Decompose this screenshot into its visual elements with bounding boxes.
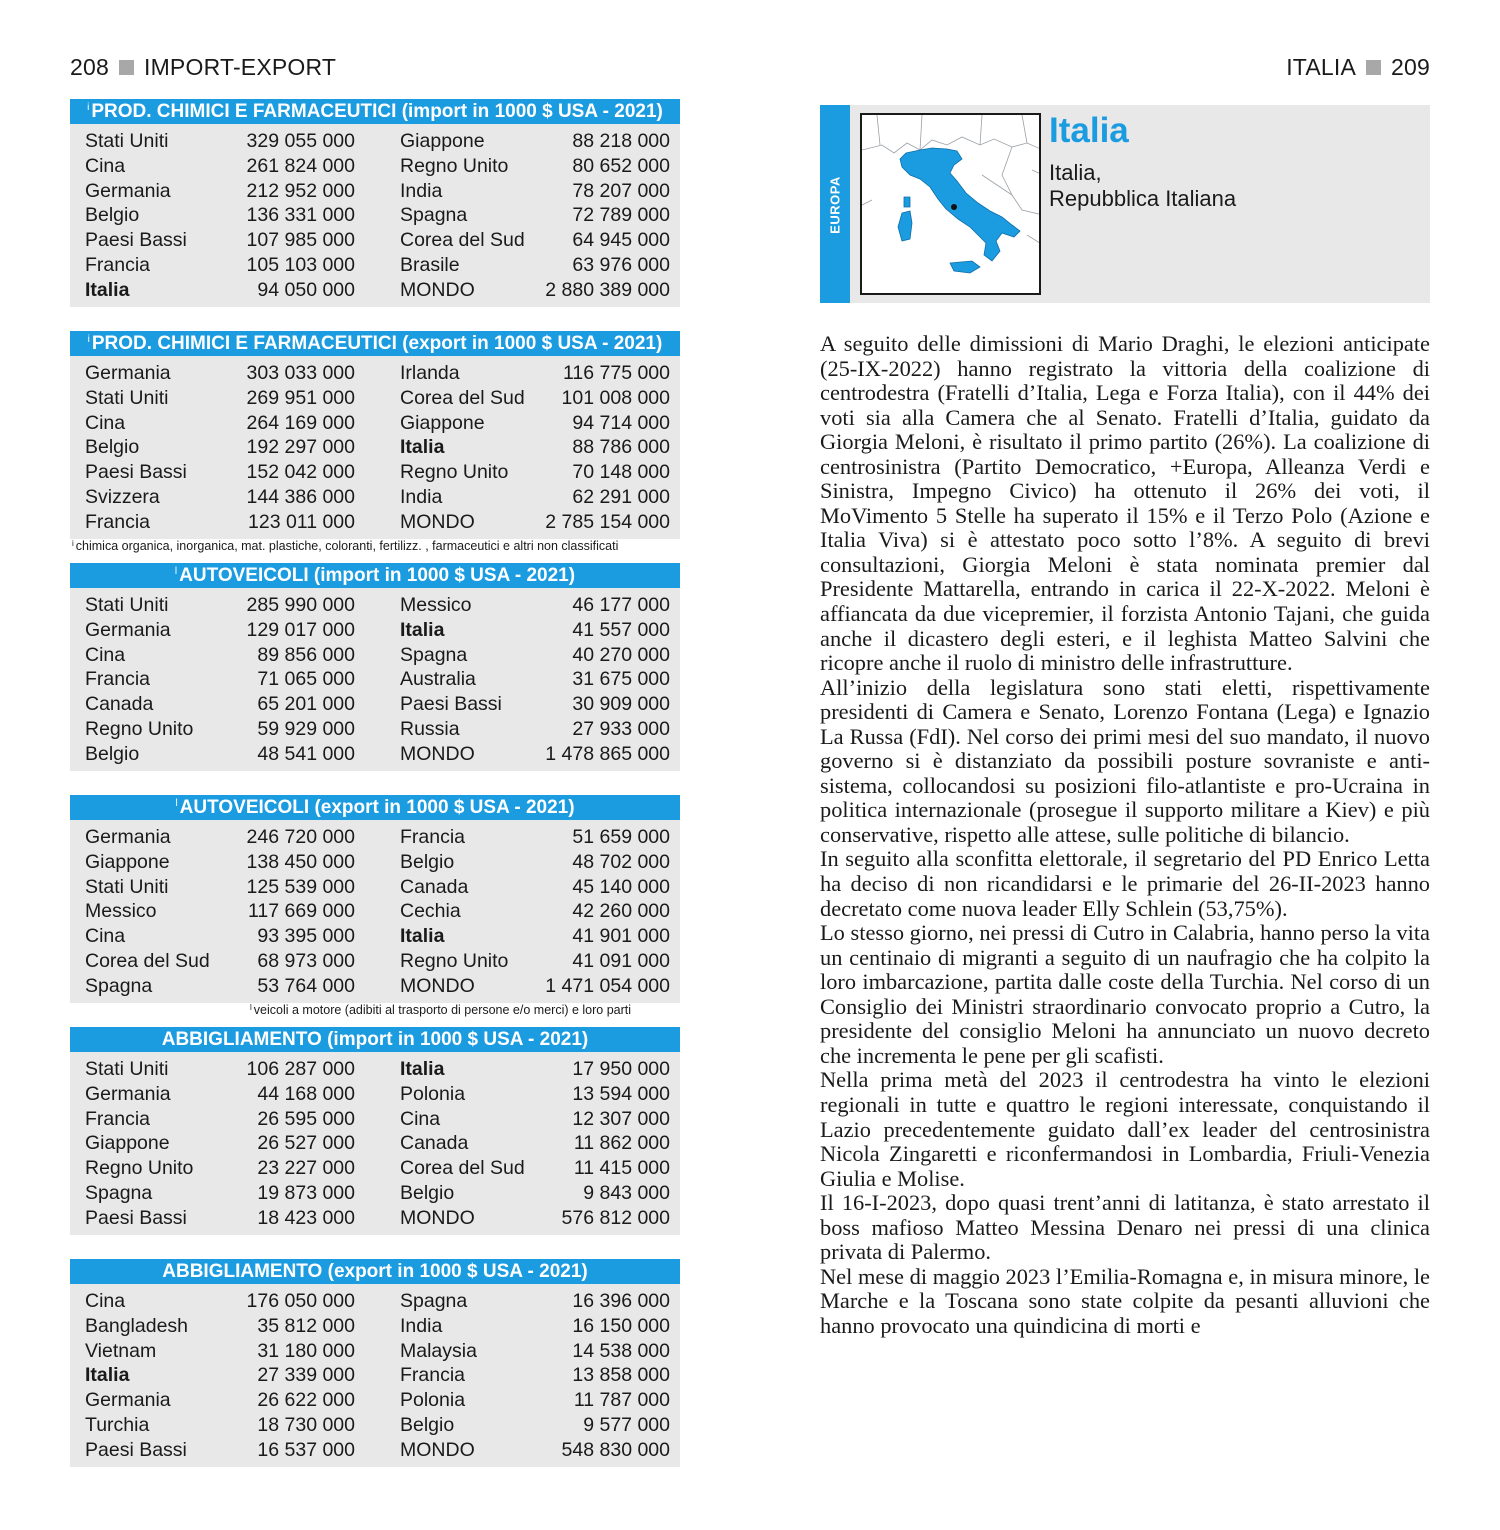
table-row: [85, 1339, 670, 1364]
country-cell: Corea del Sud: [400, 386, 525, 409]
country-cell: Francia: [400, 1364, 466, 1387]
value-cell: 212 952 000: [246, 179, 355, 202]
value-cell: 94 050 000: [257, 278, 355, 301]
continent-label: EUROPA: [827, 176, 843, 234]
country-cell: Germania: [85, 1389, 171, 1412]
square-icon: [1366, 60, 1381, 75]
table-title: $^l$ AUTOVEICOLI (import in 1000 $ USA - 2021): [70, 563, 680, 588]
country-cell: Belgio: [85, 204, 140, 227]
country-full-name: Italia, Repubblica Italiana: [1049, 160, 1237, 211]
country-cell: Messico: [400, 594, 472, 616]
value-cell: 42 260 000: [572, 900, 670, 923]
value-cell: 105 103 000: [246, 253, 355, 276]
country-cell: Francia: [85, 510, 151, 533]
page-number: 208: [70, 54, 109, 80]
value-cell: 45 140 000: [572, 875, 670, 898]
section-title: IMPORT-EXPORT: [143, 54, 337, 80]
table-clothing-export: [70, 1259, 680, 1467]
country-cell: Regno Unito: [400, 154, 509, 177]
value-cell: 285 990 000: [246, 594, 355, 616]
value-cell: 261 824 000: [246, 154, 355, 177]
table-row: [85, 875, 670, 900]
value-cell: 1 471 054 000: [545, 974, 670, 997]
value-cell: 11 415 000: [573, 1157, 670, 1180]
footnote: $^i$ chimica organica, inorganica, mat. plastiche, coloranti, fertilizz. , farmaceutici e altri non classificati: [72, 539, 619, 553]
table-clothing-import: [70, 1027, 680, 1235]
page-header-right: [1286, 54, 1430, 81]
country-cell: Regno Unito: [85, 1157, 194, 1180]
table-row: [85, 129, 670, 154]
value-cell: 11 787 000: [573, 1389, 670, 1412]
country-cell: Germania: [85, 179, 171, 202]
country-map: [860, 113, 1041, 295]
country-cell: MONDO: [400, 1206, 475, 1229]
value-cell: 14 538 000: [572, 1339, 670, 1362]
value-cell: 576 812 000: [561, 1206, 670, 1229]
value-cell: 65 201 000: [257, 693, 355, 716]
value-cell: 59 929 000: [257, 717, 355, 740]
value-cell: 26 527 000: [257, 1132, 355, 1155]
value-cell: 62 291 000: [572, 485, 670, 508]
value-cell: 51 659 000: [572, 826, 670, 848]
country-cell: Spagna: [400, 204, 468, 227]
table-row: [85, 435, 670, 460]
country-cell: Regno Unito: [400, 949, 509, 972]
country-cell: Corea del Sud: [85, 949, 210, 972]
table-row: [85, 593, 670, 618]
country-cell: Brasile: [400, 253, 460, 276]
value-cell: 16 537 000: [257, 1438, 355, 1461]
value-cell: 2 880 389 000: [545, 278, 670, 301]
country-cell: Giappone: [400, 130, 485, 152]
value-cell: 27 933 000: [572, 717, 670, 740]
country-cell: Stati Uniti: [85, 130, 169, 152]
value-cell: 93 395 000: [257, 925, 355, 948]
value-cell: 548 830 000: [561, 1438, 670, 1461]
country-cell: Polonia: [400, 1389, 466, 1412]
country-cell: Stati Uniti: [85, 875, 169, 898]
table-row: [85, 1181, 670, 1206]
table-row: [85, 386, 670, 411]
country-name: Italia: [1049, 111, 1129, 150]
value-cell: 11 862 000: [573, 1132, 670, 1155]
country-cell: Germania: [85, 618, 171, 641]
value-cell: 46 177 000: [572, 594, 670, 616]
table-row: [85, 850, 670, 875]
table-row: [85, 924, 670, 949]
country-cell: Cechia: [400, 900, 461, 923]
value-cell: 71 065 000: [257, 668, 355, 691]
country-cell: India: [400, 485, 443, 508]
country-cell: Belgio: [400, 1413, 455, 1436]
value-cell: 125 539 000: [246, 875, 355, 898]
continent-strip: [820, 105, 850, 303]
value-cell: 88 786 000: [572, 436, 670, 459]
article-paragraph: Il 16-I-2023, dopo quasi trent’anni di latitanza, è stato arrestato il boss mafioso Matteo Messina Denaro nei pressi di una clinica privata di Palermo.: [820, 1190, 1430, 1265]
value-cell: 89 856 000: [257, 643, 355, 666]
country-cell: Russia: [400, 717, 460, 740]
country-cell: Giappone: [85, 850, 170, 873]
country-cell: Paesi Bassi: [85, 461, 187, 484]
country-cell: Stati Uniti: [85, 594, 169, 616]
country-cell: Spagna: [85, 1181, 153, 1204]
value-cell: 264 169 000: [246, 411, 355, 434]
value-cell: 72 789 000: [572, 204, 670, 227]
table-title: ABBIGLIAMENTO (import in 1000 $ USA - 2021): [70, 1027, 680, 1052]
value-cell: 107 985 000: [246, 229, 355, 252]
value-cell: 88 218 000: [572, 130, 670, 152]
country-box: [820, 105, 1430, 303]
value-cell: 44 168 000: [257, 1082, 355, 1105]
country-cell: MONDO: [400, 974, 475, 997]
value-cell: 48 541 000: [257, 742, 355, 765]
country-cell: Turchia: [85, 1413, 150, 1436]
table-row: [85, 253, 670, 278]
table-row: [85, 1388, 670, 1413]
table-row: [85, 154, 670, 179]
country-cell: Italia: [400, 925, 445, 948]
page-header-left: [70, 54, 336, 81]
country-cell: Australia: [400, 668, 476, 691]
value-cell: 17 950 000: [572, 1058, 670, 1080]
table-row: [85, 485, 670, 510]
value-cell: 48 702 000: [572, 850, 670, 873]
table-row: [85, 1314, 670, 1339]
italy-map-icon: [862, 115, 1041, 295]
table-row: [85, 899, 670, 924]
country-cell: Italia: [400, 436, 445, 459]
country-cell: Bangladesh: [85, 1314, 189, 1337]
value-cell: 23 227 000: [257, 1157, 355, 1180]
value-cell: 94 714 000: [572, 411, 670, 434]
country-cell: Polonia: [400, 1082, 466, 1105]
country-cell: Spagna: [85, 974, 153, 997]
country-cell: Irlanda: [400, 362, 460, 384]
article-paragraph: All’inizio della legislatura sono stati eletti, rispettivamente presidenti di Camera e Senato, Lorenzo Fontana (Lega) e Ignazio La Russa (FdI). Nel corso dei primi mesi del suo mandato, il nuovo governo si è distanziato da possibili posture sovraniste e anti-sistema, collocandosi su posizioni filo-atlantiste e pro-Ucraina in politica internazionale (prosegue il supporto militare a Kiev) e più conservative, rispetto alle attese, sulle politiche di bilancio.: [820, 674, 1430, 847]
table-row: [85, 974, 670, 999]
value-cell: 27 339 000: [257, 1364, 355, 1387]
country-cell: Cina: [85, 925, 126, 948]
value-cell: 136 331 000: [246, 204, 355, 227]
table-row: [85, 1438, 670, 1463]
country-cell: Cina: [85, 1290, 126, 1312]
table-row: [85, 949, 670, 974]
table-row: [85, 667, 670, 692]
country-cell: MONDO: [400, 1438, 475, 1461]
value-cell: 9 843 000: [583, 1181, 670, 1204]
square-icon: [119, 60, 134, 75]
value-cell: 138 450 000: [246, 850, 355, 873]
table-row: [85, 1289, 670, 1314]
value-cell: 18 730 000: [257, 1413, 355, 1436]
country-cell: Belgio: [400, 1181, 455, 1204]
value-cell: 80 652 000: [572, 154, 670, 177]
article-paragraph: Nella prima metà del 2023 il centrodestra ha vinto le elezioni regionali in tutte e quattro le regioni interessate, conquistando il Lazio precedentemente guidato dall’ex leader del centrosinistra Nicola Zingaretti e riconfermandosi in Lombardia, Friuli-Venezia Giulia e Molise.: [820, 1067, 1430, 1191]
value-cell: 63 976 000: [572, 253, 670, 276]
article-paragraph: In seguito alla sconfitta elettorale, il segretario del PD Enrico Letta ha deciso di non ricandidarsi e le primarie del 26-II-2023 hanno decretato come nuova leader Elly Schlein (53,75%).: [820, 846, 1430, 921]
value-cell: 2 785 154 000: [545, 510, 670, 533]
country-cell: Canada: [85, 693, 154, 716]
value-cell: 13 594 000: [572, 1082, 670, 1105]
country-cell: Malaysia: [400, 1339, 477, 1362]
country-cell: Paesi Bassi: [85, 1438, 187, 1461]
country-cell: MONDO: [400, 278, 475, 301]
country-cell: Italia: [85, 1364, 130, 1387]
article-text: [820, 332, 1430, 1338]
country-cell: Svizzera: [85, 485, 160, 508]
table-row: [85, 1107, 670, 1132]
country-cell: Francia: [85, 1107, 151, 1130]
value-cell: 41 901 000: [572, 925, 670, 948]
table-row: [85, 618, 670, 643]
value-cell: 41 091 000: [572, 949, 670, 972]
table-row: [85, 1131, 670, 1156]
value-cell: 129 017 000: [246, 618, 355, 641]
value-cell: 18 423 000: [257, 1206, 355, 1229]
table-row: [85, 510, 670, 535]
country-cell: Regno Unito: [400, 461, 509, 484]
table-title: $^l$ AUTOVEICOLI (export in 1000 $ USA - 2021): [70, 795, 680, 820]
value-cell: 9 577 000: [583, 1413, 670, 1436]
table-title: ABBIGLIAMENTO (export in 1000 $ USA - 2021): [70, 1259, 680, 1284]
country-cell: Vietnam: [85, 1339, 157, 1362]
value-cell: 329 055 000: [246, 130, 355, 152]
country-cell: Germania: [85, 826, 171, 848]
value-cell: 68 973 000: [257, 949, 355, 972]
value-cell: 106 287 000: [246, 1058, 355, 1080]
table-row: [85, 228, 670, 253]
country-cell: Regno Unito: [85, 717, 194, 740]
value-cell: 26 622 000: [257, 1389, 355, 1412]
table-row: [85, 1206, 670, 1231]
country-cell: Spagna: [400, 1290, 468, 1312]
country-cell: Spagna: [400, 643, 468, 666]
country-cell: Francia: [85, 668, 151, 691]
value-cell: 41 557 000: [572, 618, 670, 641]
table-title: $^i$ PROD. CHIMICI E FARMACEUTICI (export in 1000 $ USA - 2021): [70, 331, 680, 356]
country-cell: Paesi Bassi: [400, 693, 502, 716]
value-cell: 13 858 000: [572, 1364, 670, 1387]
value-cell: 303 033 000: [246, 362, 355, 384]
country-cell: Italia: [400, 1058, 445, 1080]
value-cell: 12 307 000: [572, 1107, 670, 1130]
capital-marker: [951, 204, 957, 210]
table-auto-export: [70, 795, 680, 1003]
table-row: [85, 1156, 670, 1181]
value-cell: 1 478 865 000: [545, 742, 670, 765]
value-cell: 35 812 000: [257, 1314, 355, 1337]
country-cell: Cina: [85, 411, 126, 434]
country-cell: Germania: [85, 362, 171, 384]
value-cell: 117 669 000: [248, 900, 355, 923]
value-cell: 70 148 000: [572, 461, 670, 484]
value-cell: 64 945 000: [572, 229, 670, 252]
table-title: $^i$ PROD. CHIMICI E FARMACEUTICI (import in 1000 $ USA - 2021): [70, 99, 680, 124]
article-paragraph: Nel mese di maggio 2023 l’Emilia-Romagna e, in misura minore, le Marche e la Toscana sono state colpite da pesanti alluvioni che hanno provocato una quindicina di morti e: [820, 1263, 1430, 1338]
country-cell: Francia: [400, 826, 466, 848]
table-row: [85, 692, 670, 717]
country-cell: Stati Uniti: [85, 1058, 169, 1080]
value-cell: 19 873 000: [257, 1181, 355, 1204]
table-row: [85, 1363, 670, 1388]
country-cell: Paesi Bassi: [85, 229, 187, 252]
value-cell: 116 775 000: [563, 362, 670, 384]
country-cell: MONDO: [400, 742, 475, 765]
country-cell: Cina: [85, 154, 126, 177]
table-row: [85, 825, 670, 850]
value-cell: 144 386 000: [246, 485, 355, 508]
country-cell: India: [400, 179, 443, 202]
table-row: [85, 717, 670, 742]
country-cell: Paesi Bassi: [85, 1206, 187, 1229]
value-cell: 26 595 000: [257, 1107, 355, 1130]
table-row: [85, 411, 670, 436]
footnote: $^l$ veicoli a motore (adibiti al trasporto di persone e/o merci) e loro parti: [250, 1003, 632, 1017]
table-row: [85, 643, 670, 668]
value-cell: 269 951 000: [246, 386, 355, 409]
country-cell: India: [400, 1314, 443, 1337]
value-cell: 123 011 000: [248, 510, 355, 533]
table-row: [85, 203, 670, 228]
value-cell: 192 297 000: [246, 436, 355, 459]
country-cell: Italia: [400, 618, 445, 641]
table-row: [85, 1057, 670, 1082]
country-cell: Corea del Sud: [400, 1157, 525, 1180]
value-cell: 152 042 000: [246, 461, 355, 484]
value-cell: 16 396 000: [572, 1290, 670, 1312]
country-cell: Belgio: [85, 742, 140, 765]
article-paragraph: Lo stesso giorno, nei pressi di Cutro in Calabria, hanno perso la vita un centinaio di migranti a seguito di un naufragio che ha colpito la loro imbarcazione, partita dalle coste della Turchia. Nel corso di un Consiglio dei Ministri straordinario convocato proprio a Cutro, la presidente del consiglio Meloni ha annunciato un nuovo decreto che incrementa le pene per gli scafisti.: [820, 920, 1430, 1068]
country-cell: Francia: [85, 253, 151, 276]
country-cell: Cina: [85, 643, 126, 666]
country-cell: Italia: [85, 278, 130, 301]
country-cell: Canada: [400, 875, 469, 898]
section-title: ITALIA: [1286, 54, 1357, 80]
table-row: [85, 278, 670, 303]
country-cell: Canada: [400, 1132, 469, 1155]
table-row: [85, 1413, 670, 1438]
country-cell: Belgio: [85, 436, 140, 459]
table-auto-import: [70, 563, 680, 771]
value-cell: 101 008 000: [561, 386, 670, 409]
table-row: [85, 361, 670, 386]
table-chem-export: [70, 331, 680, 539]
value-cell: 176 050 000: [246, 1290, 355, 1312]
country-cell: Belgio: [400, 850, 455, 873]
country-cell: Corea del Sud: [400, 229, 525, 252]
value-cell: 78 207 000: [572, 179, 670, 202]
table-chem-import: [70, 99, 680, 307]
value-cell: 16 150 000: [572, 1314, 670, 1337]
country-cell: Giappone: [400, 411, 485, 434]
article-paragraph: A seguito delle dimissioni di Mario Draghi, le elezioni anticipate (25-IX-2022) hanno registrato la vittoria della coalizione di centrodestra (Fratelli d’Italia, Lega e Forza Italia), con il 44% dei voti sia alla Camera che al Senato. Fratelli d’Italia, guidato da Giorgia Meloni, è risultato il primo partito (26%). La coalizione di centrosinistra (Partito Democratico, +Europa, Alleanza Verdi e Sinistra, Impegno Civico) ha ottenuto il 26% dei voti, il MoVimento 5 Stelle ha superato il 15% e il Terzo Polo (Azione e Italia Viva) si è attestato poco sotto l’8%. A seguito di brevi consultazioni, Giorgia Meloni è stata nominata premier dal Presidente Mattarella, entrando in carica il 22-X-2022. Meloni è affiancata da due vicepremier, il forzista Antonio Tajani, che guida anche il dicastero degli esteri, e il leghista Matteo Salvini che ricopre anche il ruolo di ministro delle infrastrutture.: [820, 331, 1430, 676]
country-cell: Stati Uniti: [85, 386, 169, 409]
country-cell: Germania: [85, 1082, 171, 1105]
country-cell: Giappone: [85, 1132, 170, 1155]
value-cell: 30 909 000: [572, 693, 670, 716]
page-number: 209: [1391, 54, 1430, 80]
country-cell: MONDO: [400, 510, 475, 533]
country-cell: Messico: [85, 900, 157, 923]
country-cell: Cina: [400, 1107, 441, 1130]
value-cell: 31 675 000: [572, 668, 670, 691]
value-cell: 246 720 000: [246, 826, 355, 848]
value-cell: 40 270 000: [572, 643, 670, 666]
table-row: [85, 742, 670, 767]
value-cell: 53 764 000: [257, 974, 355, 997]
table-row: [85, 1082, 670, 1107]
table-row: [85, 460, 670, 485]
table-row: [85, 179, 670, 204]
value-cell: 31 180 000: [257, 1339, 355, 1362]
